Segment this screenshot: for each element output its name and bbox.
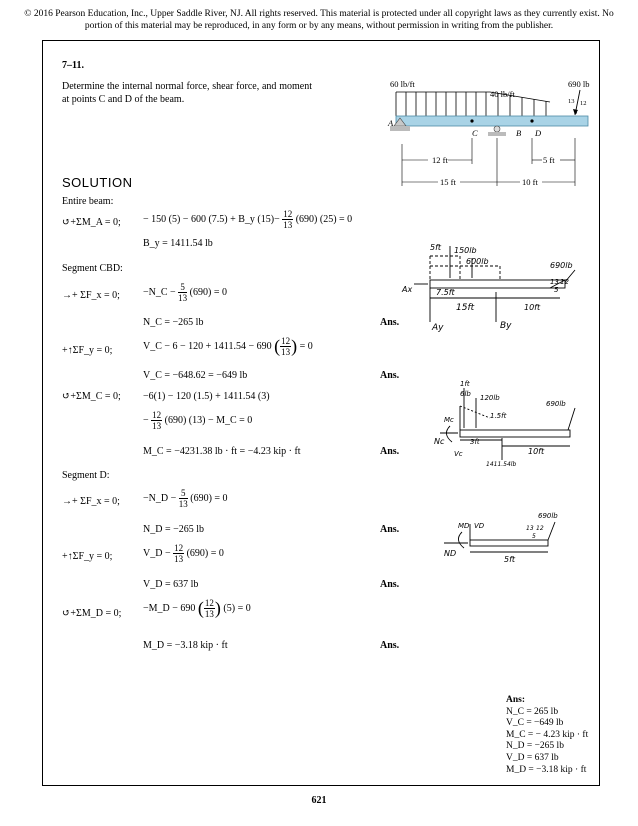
svg-text:A: A <box>388 118 394 128</box>
svg-text:120lb: 120lb <box>480 394 500 402</box>
ans-md: Ans. <box>380 640 400 651</box>
svg-text:10ft: 10ft <box>528 447 545 456</box>
eq7-label: ↺+ΣM_D = 0; <box>62 608 122 619</box>
eq2-label: →+ ΣF_x = 0; <box>62 290 120 301</box>
summary-line: N_C = 265 lb <box>506 706 559 717</box>
answer-summary <box>506 695 588 776</box>
beam-figure <box>380 76 595 188</box>
svg-text:15ft: 15ft <box>456 303 475 313</box>
svg-text:10 ft: 10 ft <box>522 177 538 187</box>
ans-vc: Ans. <box>380 370 400 381</box>
eq5-label: →+ ΣF_x = 0; <box>62 496 120 507</box>
svg-text:13: 13 <box>550 278 559 286</box>
fbd-segment-d-sketch <box>440 510 570 570</box>
svg-text:690lb: 690lb <box>546 400 566 408</box>
eq4-result: M_C = −4231.38 lb · ft = −4.23 kip · ft <box>143 446 301 457</box>
eq1: − 150 (5) − 600 (7.5) + B_y (15)− $\frac{12}{13}$ (690) (25) = 0 <box>143 209 353 230</box>
summary-line: V_D = 637 lb <box>506 752 559 763</box>
fbd-segment-cbd-sketch <box>430 378 590 468</box>
roller-support-b <box>488 126 506 136</box>
ans-nc: Ans. <box>380 317 400 328</box>
svg-text:13: 13 <box>568 98 575 105</box>
problem-statement: Determine the internal normal force, shear force, and moment at points C and D of the beam. <box>62 81 312 105</box>
svg-text:3ft: 3ft <box>470 438 480 446</box>
segment-d-label: Segment D: <box>62 470 110 481</box>
eq1-result: B_y = 1411.54 lb <box>143 238 213 249</box>
eq5-result: N_D = −265 lb <box>143 524 205 535</box>
eq4-label: ↺+ΣM_C = 0; <box>62 391 121 402</box>
svg-text:5 ft: 5 ft <box>543 155 555 165</box>
svg-text:1ft: 1ft <box>460 380 470 388</box>
beam <box>396 116 588 126</box>
svg-text:Nc: Nc <box>434 437 445 446</box>
svg-text:15 ft: 15 ft <box>440 177 456 187</box>
svg-text:Ay: Ay <box>432 323 444 333</box>
svg-text:12: 12 <box>560 278 569 286</box>
svg-text:5ft: 5ft <box>430 243 442 252</box>
svg-text:Ax: Ax <box>402 285 413 294</box>
eq6: V_D − $\frac{12}{13}$ (690) = 0 <box>143 543 224 564</box>
svg-text:1411.54lb: 1411.54lb <box>486 461 517 468</box>
svg-text:5: 5 <box>554 286 559 294</box>
eq3-result: V_C = −648.62 = −649 lb <box>143 370 248 381</box>
summary-title: Ans: <box>506 695 526 705</box>
ans-vd: Ans. <box>380 579 400 590</box>
svg-text:10ft: 10ft <box>524 303 541 312</box>
svg-text:12: 12 <box>580 100 587 107</box>
svg-text:ND: ND <box>444 549 457 558</box>
eq2-result: N_C = −265 lb <box>143 317 204 328</box>
eq7: −M_D − 690 ( $\frac{12}{13}$ ) (5) = 0 <box>143 598 251 619</box>
svg-text:150lb: 150lb <box>454 246 477 255</box>
eq6-result: V_D = 637 lb <box>143 579 199 590</box>
svg-text:13: 13 <box>526 525 534 532</box>
svg-text:5: 5 <box>532 533 536 540</box>
svg-text:600lb: 600lb <box>466 257 489 266</box>
problem-number: 7–11. <box>62 60 84 71</box>
ans-nd: Ans. <box>380 524 400 535</box>
force-label: 690 lb <box>568 79 590 89</box>
eq4-line1: −6(1) − 120 (1.5) + 1411.54 (3) <box>143 391 270 402</box>
eq5: −N_D − $\frac{5}{13}$ (690) = 0 <box>143 488 228 509</box>
eq6-label: +↑ΣF_y = 0; <box>62 551 113 562</box>
eq3: V_C − 6 − 120 + 1411.54 − 690 ( $\frac{12}{13}$ ) = 0 <box>143 336 313 357</box>
svg-text:D: D <box>535 128 542 138</box>
load-60-label: 60 lb/ft <box>390 79 415 89</box>
svg-text:1.5ft: 1.5ft <box>490 412 507 420</box>
svg-text:12: 12 <box>536 525 544 532</box>
eq3-label: +↑ΣF_y = 0; <box>62 345 113 356</box>
svg-text:MD: MD <box>458 522 470 530</box>
svg-text:12 ft: 12 ft <box>432 155 448 165</box>
summary-line: V_C = −649 lb <box>506 718 564 729</box>
distributed-load <box>396 92 550 116</box>
page-number: 621 <box>311 795 327 806</box>
svg-text:Vc: Vc <box>454 450 463 458</box>
segment-cbd-label: Segment CBD: <box>62 263 123 274</box>
svg-text:690lb: 690lb <box>538 512 558 520</box>
load-40-label: 40 lb/ft <box>490 89 515 99</box>
eq1-label: ↺+ΣM_A = 0; <box>62 217 121 228</box>
summary-line: M_D = −3.18 kip · ft <box>506 764 587 775</box>
svg-text:7.5ft: 7.5ft <box>436 288 455 297</box>
eq4-line2: − $\frac{12}{13}$ (690) (13) − M_C = 0 <box>143 410 253 431</box>
solution-heading: SOLUTION <box>62 175 133 190</box>
summary-line: M_C = − 4.23 kip · ft <box>506 729 589 740</box>
summary-line: N_D = −265 lb <box>506 741 564 752</box>
svg-text:5ft: 5ft <box>504 555 516 564</box>
copyright-notice: © 2016 Pearson Education, Inc., Upper Saddle River, NJ. All rights reserved. This material is protected under all copyright laws as they currently exist. No portion of this material may be reproduced, in any form or by any means, without permission in writing from the publisher. <box>24 9 614 31</box>
svg-text:Mc: Mc <box>444 416 454 424</box>
svg-text:C: C <box>472 128 478 138</box>
svg-text:690lb: 690lb <box>550 261 573 270</box>
svg-text:By: By <box>500 321 512 331</box>
eq7-result: M_D = −3.18 kip · ft <box>143 640 228 651</box>
svg-text:VD: VD <box>474 522 485 530</box>
eq2: −N_C − $\frac{5}{13}$ (690) = 0 <box>143 282 227 303</box>
fbd-entire-beam-sketch <box>400 240 590 335</box>
svg-text:5: 5 <box>574 109 578 116</box>
svg-text:6lb: 6lb <box>460 390 471 398</box>
entire-beam-label: Entire beam: <box>62 196 114 207</box>
ans-mc: Ans. <box>380 446 400 457</box>
svg-text:B: B <box>516 128 522 138</box>
